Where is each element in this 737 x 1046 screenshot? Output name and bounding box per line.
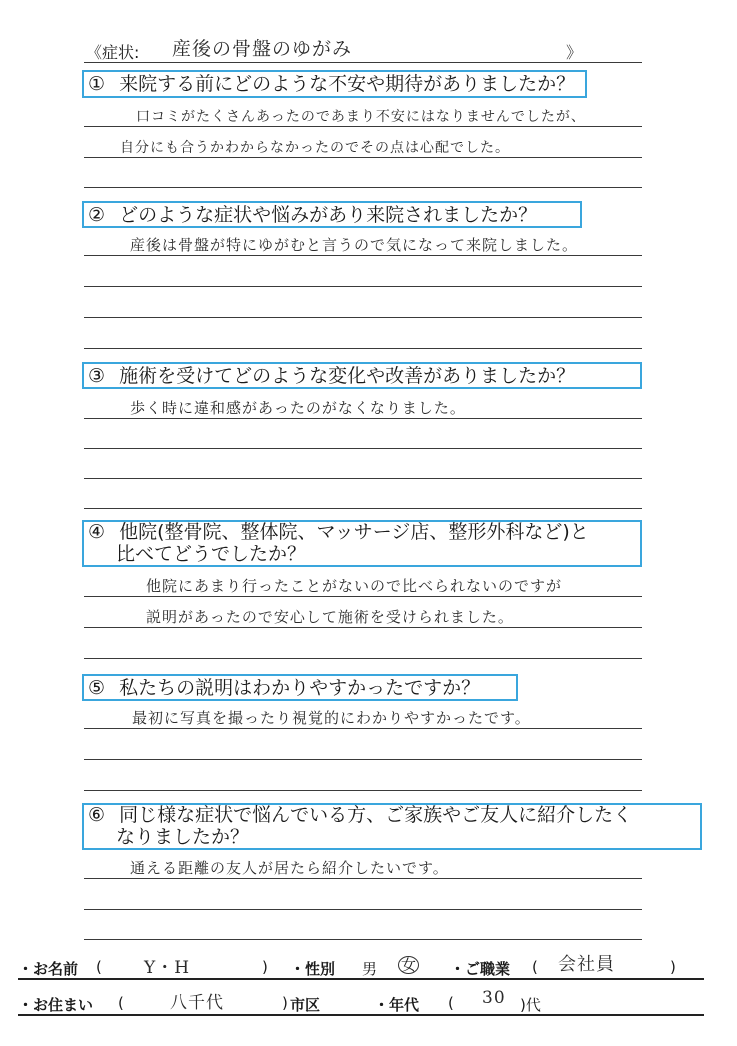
rule xyxy=(84,508,642,509)
answer-1-line-2: 自分にも合うかわからなかったのでその点は心配でした。 xyxy=(120,140,510,156)
rule xyxy=(84,126,642,127)
rule xyxy=(84,317,642,318)
address-open-paren: ( xyxy=(118,994,124,1012)
answer-4-line-2: 説明があったので安心して施術を受けられました。 xyxy=(146,608,514,626)
gender-male-option[interactable]: 男 xyxy=(362,960,378,978)
question-number-6: ⑥ xyxy=(88,804,106,826)
address-close-paren: ) xyxy=(282,994,288,1012)
name-value[interactable]: Y・H xyxy=(144,958,191,978)
rule xyxy=(84,728,642,729)
question-text-1: 来院する前にどのような不安や期待がありましたか？ xyxy=(119,73,576,95)
question-text-3: 施術を受けてどのような変化や改善がありましたか？ xyxy=(119,365,576,387)
rule xyxy=(84,255,642,256)
question-number-4: ④ xyxy=(88,521,106,543)
address-value[interactable]: 八千代 xyxy=(170,993,224,1013)
job-open-paren: ( xyxy=(532,958,538,976)
answer-4-line-1: 他院にあまり行ったことがないので比べられないのですが xyxy=(146,577,563,595)
question-number-2: ② xyxy=(88,204,106,226)
answer-3-line-1: 歩く時に違和感があったのがなくなりました。 xyxy=(130,399,466,417)
header-open-bracket: 《症状: xyxy=(86,43,140,62)
rule xyxy=(84,348,642,349)
rule xyxy=(84,157,642,158)
question-5 xyxy=(88,676,480,700)
rule xyxy=(84,759,642,760)
question-1 xyxy=(88,72,575,96)
rule xyxy=(84,448,642,449)
age-label: ・年代 xyxy=(374,996,420,1014)
rule xyxy=(84,418,642,419)
job-label: ・ご職業 xyxy=(450,960,511,978)
rule xyxy=(84,790,642,791)
city-label: 市区 xyxy=(290,996,321,1014)
question-2 xyxy=(88,203,537,227)
rule xyxy=(84,478,642,479)
question-text-6-line-1: 同じ様な症状で悩んでいる方、ご家族やご友人に紹介したく xyxy=(119,804,633,826)
answer-5-line-1: 最初に写真を撮ったり視覚的にわかりやすかったです。 xyxy=(132,709,531,727)
answer-6-line-1: 通える距離の友人が居たら紹介したいです。 xyxy=(130,859,449,877)
question-3 xyxy=(88,364,575,388)
question-text-4-line-2: 比べてどうでしたか？ xyxy=(116,543,307,565)
gender-female-circled: 女 xyxy=(398,956,419,974)
rule xyxy=(84,187,642,188)
rule xyxy=(84,909,642,910)
question-4 xyxy=(88,521,589,565)
address-label: ・お住まい xyxy=(18,996,94,1014)
question-number-1: ① xyxy=(88,73,106,95)
rule xyxy=(84,658,642,659)
question-text-2: どのような症状や悩みがあり来院されましたか？ xyxy=(119,204,538,226)
symptom-value: 産後の骨盤のゆがみ xyxy=(172,38,353,60)
question-number-5: ⑤ xyxy=(88,677,106,699)
answer-2-line-1: 産後は骨盤が特にゆがむと言うので気になって来院しました。 xyxy=(130,236,579,254)
age-open-paren: ( xyxy=(448,994,454,1012)
footer-rule-2 xyxy=(18,1014,704,1016)
question-text-5: 私たちの説明はわかりやすかったですか？ xyxy=(119,677,481,699)
age-value[interactable]: 30 xyxy=(482,988,506,1008)
rule xyxy=(84,627,642,628)
footer-rule-1 xyxy=(18,978,704,980)
question-text-6-line-2: なりましたか？ xyxy=(116,826,250,848)
rule xyxy=(84,939,642,940)
name-close-paren: ) xyxy=(262,958,268,976)
gender-female-option[interactable] xyxy=(398,956,419,974)
question-text-4-line-1: 他院(整骨院、整体院、マッサージ店、整形外科など)と xyxy=(119,521,589,543)
job-value[interactable]: 会社員 xyxy=(558,954,615,975)
header-underline xyxy=(84,62,642,63)
job-close-paren: ) xyxy=(670,958,676,976)
header-close-bracket: 》 xyxy=(566,43,583,62)
gender-label: ・性別 xyxy=(290,960,336,978)
question-number-3: ③ xyxy=(88,365,106,387)
name-open-paren: ( xyxy=(96,958,102,976)
rule xyxy=(84,878,642,879)
answer-1-line-1: 口コミがたくさんあったのであまり不安にはなりませんでしたが、 xyxy=(136,109,586,125)
question-6 xyxy=(88,804,632,848)
rule xyxy=(84,596,642,597)
name-label: ・お名前 xyxy=(18,960,79,978)
rule xyxy=(84,286,642,287)
age-close-paren: )代 xyxy=(520,996,541,1014)
